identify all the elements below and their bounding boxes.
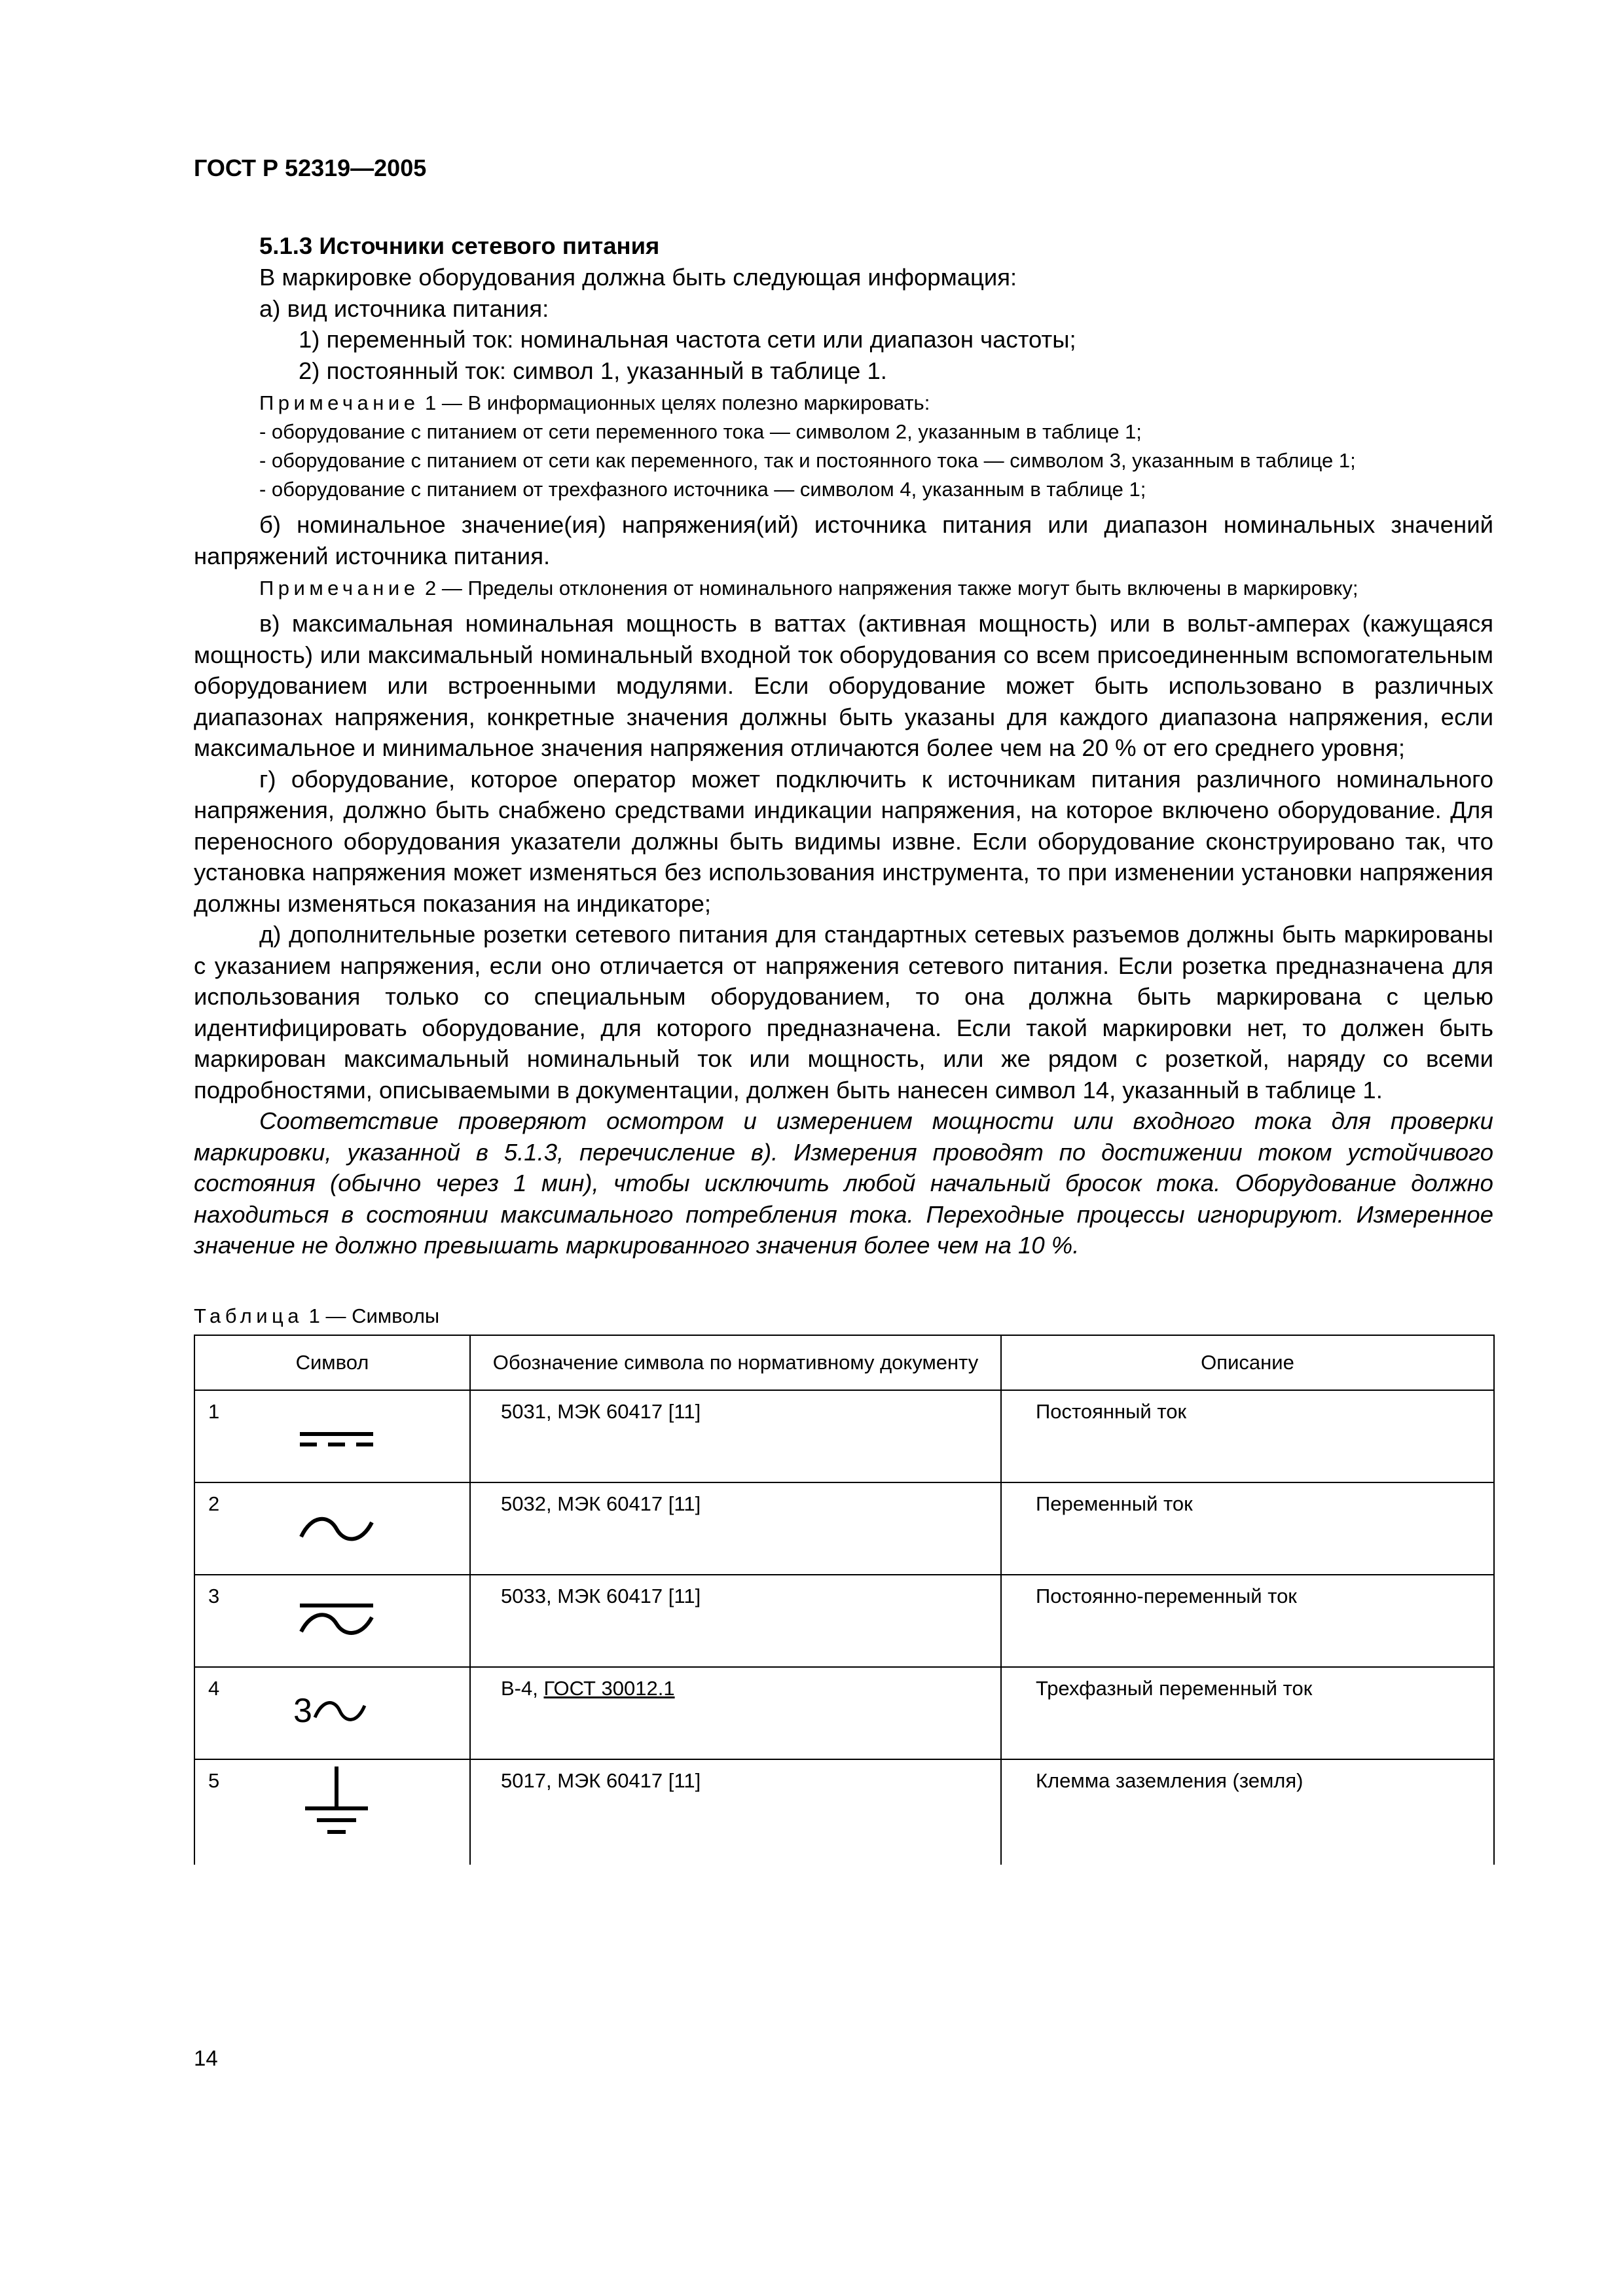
note-2-text	[194, 574, 1493, 603]
symbol-cell	[194, 1390, 470, 1482]
alternating-current-symbol-icon	[297, 1503, 376, 1549]
table-caption-label: Таблица	[194, 1304, 304, 1327]
table-row	[194, 1667, 1494, 1759]
gost-30012-link[interactable]: ГОСТ 30012.1	[543, 1676, 675, 1700]
symbol-cell	[194, 1482, 470, 1575]
designation-text: 5032, МЭК 60417 [11]	[501, 1492, 701, 1515]
symbols-table	[194, 1335, 1495, 1865]
page-number: 14	[194, 2046, 218, 2070]
note-text: 1 — В информационных целях полезно маркировать:	[419, 391, 930, 414]
earth-ground-symbol-icon	[297, 1765, 376, 1844]
row-number: 4	[208, 1676, 220, 1700]
page-content	[194, 230, 1493, 1865]
table-header-row	[194, 1335, 1494, 1390]
description-cell	[1001, 1482, 1494, 1575]
designation-text: 5031, МЭК 60417 [11]	[501, 1399, 701, 1423]
list-item-g: г) оборудование, которое оператор может подключить к источникам питания различного номинального напряжения, должно быть снабжено средствами индикации напряжения, на которое включено оборудование. Для переносного оборудования указатели должны быть видимы извне. Если оборудование сконструировано так, что установка напряжения может изменяться без использования инструмента, то при изменении установки напряжения должны изменяться показания на индикаторе;	[194, 765, 1493, 917]
row-number: 3	[208, 1584, 220, 1607]
designation-text: 5017, МЭК 60417 [11]	[501, 1768, 701, 1792]
description-text: Трехфазный переменный ток	[1036, 1676, 1313, 1700]
description-text: Постоянно-переменный ток	[1036, 1584, 1297, 1607]
symbol-cell	[194, 1667, 470, 1759]
column-header-symbol: Символ	[194, 1335, 470, 1390]
note-label: Примечание	[259, 391, 420, 414]
page-header: ГОСТ Р 52319—2005	[194, 154, 427, 181]
table-row	[194, 1575, 1494, 1667]
table-caption-text: 1 — Символы	[303, 1304, 440, 1327]
description-text: Постоянный ток	[1036, 1399, 1187, 1423]
description-cell	[1001, 1667, 1494, 1759]
designation-text: 5033, МЭК 60417 [11]	[501, 1584, 701, 1607]
note-1-line-3: - оборудование с питанием от трехфазного источника — символом 4, указанным в таблице 1;	[259, 478, 1146, 501]
row-number: 1	[208, 1399, 220, 1423]
table-caption	[194, 1300, 1493, 1332]
list-item-a2: 2) постоянный ток: символ 1, указанный в таблице 1.	[299, 357, 887, 384]
row-number: 5	[208, 1768, 220, 1792]
symbol-cell	[194, 1759, 470, 1865]
note-1-line-2: - оборудование с питанием от сети как переменного, так и постоянного тока — символом 3, указанным в таблице 1;	[259, 449, 1356, 472]
note-1	[194, 389, 1493, 504]
description-cell	[1001, 1390, 1494, 1482]
symbol-cell	[194, 1575, 470, 1667]
column-header-designation: Обозначение символа по нормативному документу	[470, 1335, 1001, 1390]
intro-paragraph: В маркировке оборудования должна быть следующая информация:	[259, 264, 1017, 291]
direct-current-symbol-icon	[297, 1410, 376, 1456]
section-body-2	[194, 509, 1493, 571]
list-item-a: а) вид источника питания:	[259, 295, 549, 322]
designation-cell	[470, 1575, 1001, 1667]
list-item-d: д) дополнительные розетки сетевого питания для стандартных сетевых разъемов должны быть маркированы с указанием напряжения, если оно отличается от напряжения сетевого питания. Если розетка предназначена для использования только со специальным оборудованием, то она должна быть маркирована с целью идентифицировать оборудование, для которого предназначена. Если такой маркировки нет, то должен быть маркирован максимальный номинальный ток или мощность, или же рядом с розеткой, наряду со всеми подробностями, описываемыми в документации, должен быть нанесен символ 14, указанный в таблице 1.	[194, 921, 1493, 1103]
note-text: 2 — Пределы отклонения от номинального напряжения также могут быть включены в маркировку;	[419, 577, 1359, 600]
list-item-b: б) номинальное значение(ия) напряжения(ий) источника питания или диапазон номинальных значений напряжений источника питания.	[194, 511, 1493, 569]
note-2	[194, 574, 1493, 603]
designation-cell	[470, 1482, 1001, 1575]
list-item-v: в) максимальная номинальная мощность в ваттах (активная мощность) или в вольт-амперах (кажущаяся мощность) или максимальный номинальный входной ток оборудования со всем присоединенным вспомогательным оборудованием или встроенными модулями. Если оборудование может быть использовано в различных диапазонах напряжения, конкретные значения должны быть указаны для каждого диапазона напряжения, если максимальное и минимальное значения напряжения отличаются более чем на 20 % от его среднего уровня;	[194, 610, 1493, 761]
description-cell	[1001, 1575, 1494, 1667]
table-row	[194, 1759, 1494, 1865]
designation-prefix: В-4,	[501, 1676, 544, 1700]
table-row	[194, 1390, 1494, 1482]
compliance-paragraph: Соответствие проверяют осмотром и измерением мощности или входного тока для проверки маркировки, указанной в 5.1.3, перечисление в). Измерения проводят по достижении током устойчивого состояния (обычно через 1 мин), чтобы исключить любой начальный бросок тока. Оборудование должно находиться в состоянии максимального потребления тока. Переходные процессы игнорируют. Измеренное значение не должно превышать маркированного значения более чем на 10 %.	[194, 1107, 1493, 1259]
ac-dc-symbol-icon	[297, 1595, 376, 1641]
section-heading: 5.1.3 Источники сетевого питания	[259, 232, 660, 259]
designation-cell	[470, 1667, 1001, 1759]
note-1-title	[194, 389, 1493, 418]
table-row	[194, 1482, 1494, 1575]
designation-text	[471, 1668, 1000, 1700]
section-body-3	[194, 608, 1493, 1261]
column-header-description: Описание	[1001, 1335, 1494, 1390]
row-number: 2	[208, 1492, 220, 1515]
designation-cell	[470, 1390, 1001, 1482]
alternating-current-wave-icon	[312, 1691, 367, 1731]
three-phase-ac-symbol	[293, 1691, 367, 1731]
section-body	[194, 262, 1493, 386]
description-cell	[1001, 1759, 1494, 1865]
designation-cell	[470, 1759, 1001, 1865]
note-1-line-1: - оборудование с питанием от сети переменного тока — символом 2, указанным в таблице 1;	[259, 420, 1142, 443]
note-label: Примечание	[259, 577, 420, 600]
description-text: Клемма заземления (земля)	[1036, 1768, 1304, 1792]
list-item-a1: 1) переменный ток: номинальная частота сети или диапазон частоты;	[299, 326, 1076, 353]
three-phase-digit: 3	[293, 1691, 312, 1730]
description-text: Переменный ток	[1036, 1492, 1193, 1515]
